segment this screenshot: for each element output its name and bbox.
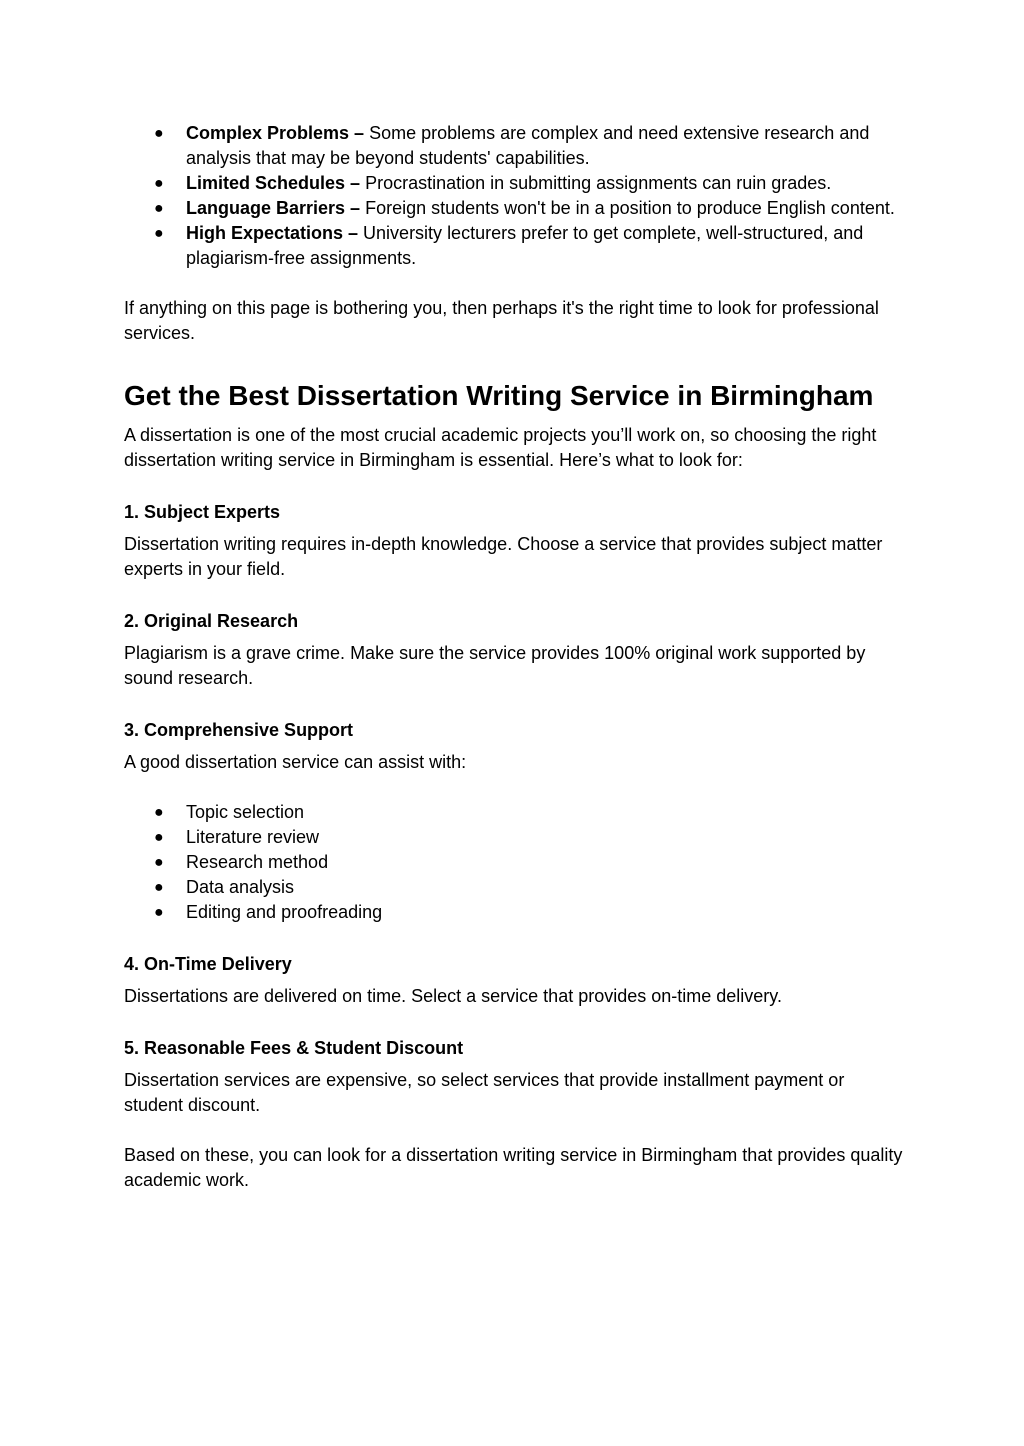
section-text-original-research: Plagiarism is a grave crime. Make sure the service provides 100% original work supported by sound research. xyxy=(124,643,866,688)
item-text: Procrastination in submitting assignments can ruin grades. xyxy=(360,173,832,193)
list-item xyxy=(124,850,904,875)
item-text: Foreign students won't be in a position to produce English content. xyxy=(360,198,895,218)
section-heading-original-research: 2. Original Research xyxy=(124,611,299,631)
after-list-paragraph: If anything on this page is bothering you, then perhaps it's the right time to look for professional services. xyxy=(124,298,879,343)
document-page xyxy=(124,121,904,1193)
list-item xyxy=(124,221,904,271)
section-text-comprehensive-support: A good dissertation service can assist with: xyxy=(124,752,467,772)
section-heading-subject-experts: 1. Subject Experts xyxy=(124,502,281,522)
bullet-icon: ● xyxy=(154,804,164,821)
item-text: University lecturers prefer to get complete, well-structured, and plagiarism-free assignments. xyxy=(186,223,864,268)
list-item xyxy=(124,875,904,900)
bullet-icon: ● xyxy=(154,904,164,921)
spacer xyxy=(124,775,904,800)
item-lead: High Expectations – xyxy=(186,223,359,243)
section-heading-reasonable-fees: 5. Reasonable Fees & Student Discount xyxy=(124,1038,464,1058)
list-item xyxy=(124,196,904,221)
bullet-icon: ● xyxy=(154,200,164,217)
list-item xyxy=(124,825,904,850)
bullet-icon: ● xyxy=(154,879,164,896)
item-lead: Limited Schedules – xyxy=(186,173,361,193)
item-lead: Language Barriers – xyxy=(186,198,361,218)
bullet-icon: ● xyxy=(154,175,164,192)
spacer xyxy=(124,271,904,296)
closing-paragraph: Based on these, you can look for a dissertation writing service in Birmingham that provides quality academic work. xyxy=(124,1145,903,1190)
item-text: Data analysis xyxy=(186,877,295,897)
bullet-icon: ● xyxy=(154,125,164,142)
item-lead: Complex Problems – xyxy=(186,123,365,143)
list-item xyxy=(124,800,904,825)
section-text-reasonable-fees: Dissertation services are expensive, so select services that provide installment payment or student discount. xyxy=(124,1070,845,1115)
list-item xyxy=(124,121,904,171)
bullet-icon: ● xyxy=(154,829,164,846)
bullet-icon: ● xyxy=(154,225,164,242)
section-heading-on-time-delivery: 4. On-Time Delivery xyxy=(124,954,292,974)
list-item xyxy=(124,900,904,925)
page-heading: Get the Best Dissertation Writing Service in Birmingham xyxy=(124,380,874,411)
item-text: Some problems are complex and need extensive research and analysis that may be beyond students' capabilities. xyxy=(186,123,870,168)
section-heading-comprehensive-support: 3. Comprehensive Support xyxy=(124,720,354,740)
bullet-icon: ● xyxy=(154,854,164,871)
intro-paragraph: A dissertation is one of the most crucial academic projects you’ll work on, so choosing the right dissertation writing service in Birmingham is essential. Here’s what to look for: xyxy=(124,425,877,470)
challenges-list xyxy=(124,121,904,271)
list-item xyxy=(124,171,904,196)
section-text-subject-experts: Dissertation writing requires in-depth knowledge. Choose a service that provides subject matter experts in your field. xyxy=(124,534,883,579)
item-text: Literature review xyxy=(186,827,320,847)
item-text: Research method xyxy=(186,852,329,872)
support-list xyxy=(124,800,904,925)
item-text: Editing and proofreading xyxy=(186,902,383,922)
section-text-on-time-delivery: Dissertations are delivered on time. Select a service that provides on-time delivery. xyxy=(124,986,782,1006)
item-text: Topic selection xyxy=(186,802,305,822)
